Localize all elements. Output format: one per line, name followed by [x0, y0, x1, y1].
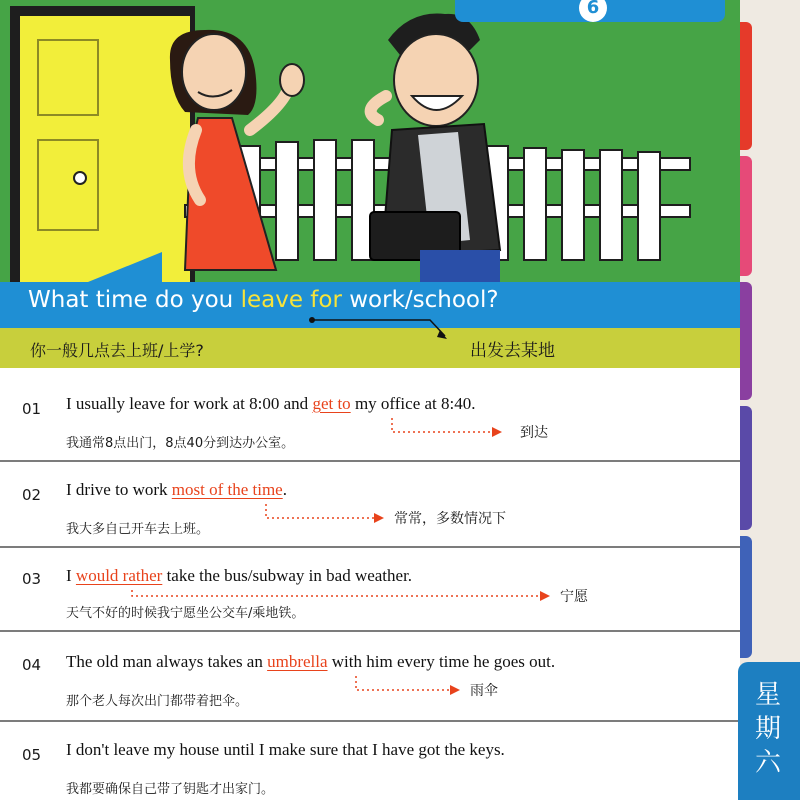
section-tab[interactable] [740, 536, 752, 658]
sentence-text: I don't leave my house until I make sure that I have got the keys. [66, 740, 505, 759]
sentence-keyword: most of the time [171, 480, 283, 499]
title-phrase-note: 出发去某地 [470, 341, 555, 361]
keyword-note: 到达 [520, 425, 548, 441]
sentence-row [0, 370, 740, 462]
sentence-text: with him every time he goes out. [327, 652, 556, 671]
note-arrow-icon [0, 548, 740, 632]
sentence-text: I usually leave for work at 8:00 and [66, 394, 313, 413]
sentence-keyword: umbrella [267, 652, 328, 671]
page-title [28, 287, 499, 313]
section-tab[interactable] [740, 406, 752, 530]
section-tab[interactable] [740, 22, 752, 150]
subtitle-banner [0, 328, 740, 368]
sentence-text: my office at 8:40. [350, 394, 476, 413]
title-text-end: work/school? [341, 287, 499, 313]
door-drawing [10, 6, 195, 290]
sentence-row [0, 548, 740, 632]
note-arrow-icon [0, 370, 740, 462]
sentence-translation: 我都要确保自己带了钥匙才出家门。 [66, 782, 275, 797]
sentence-translation: 我大多自己开车去上班。 [66, 522, 210, 537]
keyword-note: 雨伞 [470, 683, 498, 699]
lesson-number: 6 [579, 0, 607, 22]
section-tab[interactable] [740, 156, 752, 276]
note-arrow-icon [0, 632, 740, 722]
sentence-translation: 那个老人每次出门都带着把伞。 [66, 694, 249, 709]
keyword-note: 常常，多数情况下 [394, 511, 506, 527]
sentence-number: 05 [22, 746, 42, 764]
day-tab-saturday[interactable] [738, 662, 800, 800]
keyword-note: 宁愿 [560, 589, 588, 605]
title-translation: 你一般几点去上班/上学? [30, 341, 204, 360]
sentence-keyword: would rather [75, 566, 163, 585]
section-tab[interactable] [740, 282, 752, 400]
lesson-badge [455, 0, 725, 22]
sentence-number: 03 [22, 570, 42, 588]
title-keyword-for: for [310, 287, 342, 313]
day-label-char: 期 [755, 714, 782, 744]
sentence-row [0, 722, 740, 800]
sentence-text: . [282, 480, 287, 499]
sentence-text: take the bus/subway in bad weather. [162, 566, 413, 585]
sentence-translation: 天气不好的时候我宁愿坐公交车/乘地铁。 [66, 606, 305, 621]
sentence-keyword: get to [312, 394, 351, 413]
sentence-text: I [66, 566, 76, 585]
sentence-row [0, 462, 740, 548]
sentence-row [0, 632, 740, 722]
sentence-number: 02 [22, 486, 42, 504]
sentence-text: I drive to work [66, 480, 172, 499]
title-keyword-leave: leave [240, 287, 303, 313]
sentence-english [66, 740, 505, 760]
title-text-start: What time do you [28, 287, 241, 313]
title-banner [0, 282, 740, 328]
day-label-char: 六 [755, 748, 782, 778]
cartoon-illustration [0, 0, 740, 290]
sentence-translation: 我通常8点出门，8点40分到达办公室。 [66, 436, 295, 451]
sentence-number: 04 [22, 656, 42, 674]
sentence-number: 01 [22, 400, 42, 418]
sentence-text: The old man always takes an [66, 652, 268, 671]
note-arrow-icon [0, 462, 740, 548]
day-label-char: 星 [755, 680, 782, 710]
